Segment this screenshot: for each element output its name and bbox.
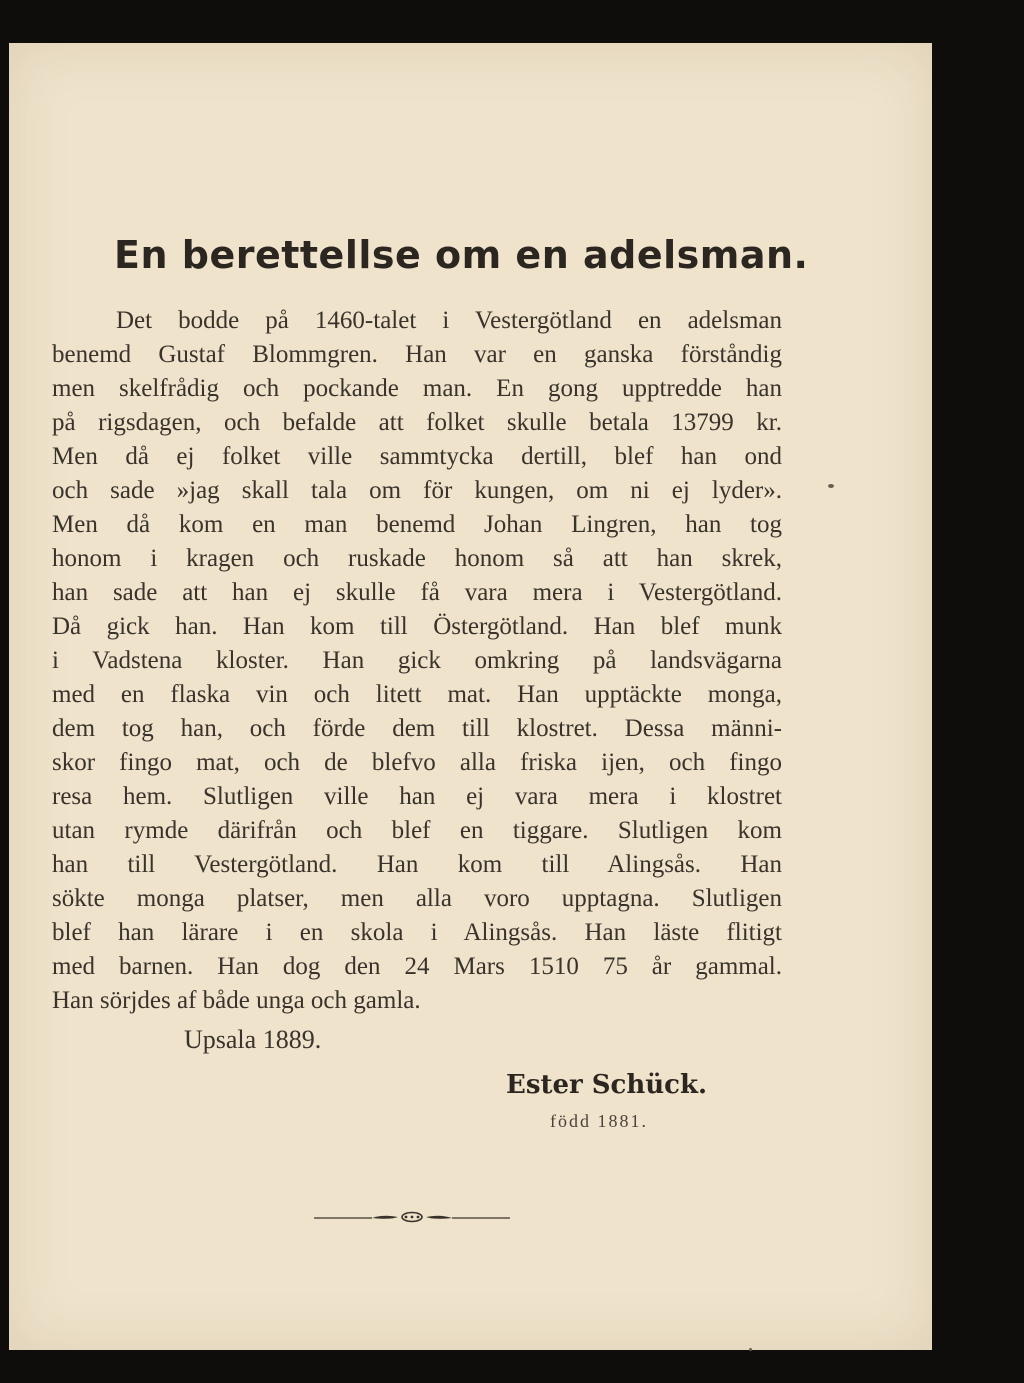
paragraph-line: Då gick han. Han kom till Östergötland. Han blef munk — [52, 613, 782, 640]
paragraph-line: benemd Gustaf Blommgren. Han var en ganska förståndig — [52, 341, 782, 368]
paragraph-line: han sade att han ej skulle få vara mera i Vestergötland. — [52, 579, 782, 606]
author-signature: Ester Schück. — [506, 1070, 708, 1100]
paragraph-line: men skelfrådig och pockande man. En gong upptredde han — [52, 375, 782, 402]
paper-speck — [749, 1348, 752, 1351]
paragraph-line: Men då ej folket ville sammtycka dertill, blef han ond — [52, 443, 782, 470]
paragraph-line: Han sörjdes af både unga och gamla. — [52, 987, 421, 1014]
end-ornament-icon — [312, 1208, 512, 1228]
story-paragraph — [52, 304, 782, 1018]
paragraph-line: sökte monga platser, men alla voro upptagna. Slutligen — [52, 885, 782, 912]
paragraph-line: resa hem. Slutligen ville han ej vara mera i klostret — [52, 783, 782, 810]
paragraph-line: Det bodde på 1460-talet i Vestergötland en adelsman — [116, 307, 782, 334]
paragraph-line: dem tog han, och förde dem till klostret. Dessa männi- — [52, 715, 782, 742]
paragraph-line: han till Vestergötland. Han kom till Alingsås. Han — [52, 851, 782, 878]
place-and-date: Upsala 1889. — [184, 1025, 322, 1054]
paragraph-line: med en flaska vin och litett mat. Han upptäckte monga, — [52, 681, 782, 708]
paragraph-line: blef han lärare i en skola i Alingsås. Han läste flitigt — [52, 919, 782, 946]
paragraph-line: honom i kragen och ruskade honom så att han skrek, — [52, 545, 782, 572]
paper-speck — [828, 484, 834, 488]
paragraph-line: och sade »jag skall tala om för kungen, om ni ej lyder». — [52, 477, 782, 504]
paragraph-line: på rigsdagen, och befalde att folket skulle betala 13799 kr. — [52, 409, 782, 436]
document-title: En berettellse om en adelsman. — [114, 233, 809, 277]
paragraph-line: med barnen. Han dog den 24 Mars 1510 75 år gammal. — [52, 953, 782, 980]
paragraph-line: utan rymde därifrån och blef en tiggare. Slutligen kom — [52, 817, 782, 844]
paragraph-line: Men då kom en man benemd Johan Lingren, han tog — [52, 511, 782, 538]
author-birth-note: född 1881. — [550, 1111, 648, 1131]
paragraph-line: skor fingo mat, och de blefvo alla friska ijen, och fingo — [52, 749, 782, 776]
paragraph-line: i Vadstena kloster. Han gick omkring på landsvägarna — [52, 647, 782, 674]
